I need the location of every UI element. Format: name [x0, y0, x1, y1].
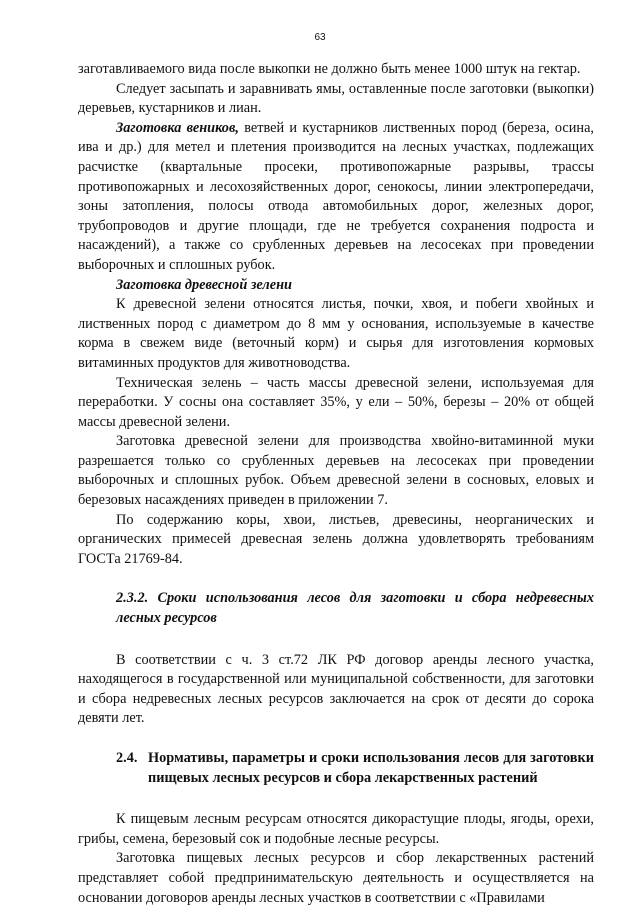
page-number: 63 [314, 32, 326, 43]
inline-heading: Заготовка веников, [116, 119, 239, 136]
subsection-heading [78, 276, 594, 296]
section-title: Сроки использования лесов для заготовки и сбора недревесных лесных ресурсов [116, 590, 595, 627]
paragraph [78, 119, 594, 276]
paragraph: К пищевым лесным ресурсам относятся дикорастущие плоды, ягоды, орехи, грибы, семена, березовый сок и подобные лесные ресурсы. [78, 811, 594, 847]
subsection-heading-text: Заготовка древесной зелени [116, 276, 292, 293]
section-heading-2-3-2 [78, 589, 594, 628]
paragraph: Следует засыпать и заравнивать ямы, оставленные после заготовки (выкопки) деревьев, кустарников и лиан. [78, 80, 594, 117]
paragraph-text: ветвей и кустарников лиственных пород (береза, осина, ива и др.) для метел и плетения производится на лесных участках, подлежащих расчистке (квартальные просеки, противопожарные разрывы, трассы противопожарных и лесохозяйственных дорог, сенокосы, линии электропередачи, зоны затопления, полосы отвода автомобильных дорог, железных дорог, трубопроводов и другие площади, где не требуется сохранения подроста и насаждений), а также со срубленных деревьев на лесосеках при проведении выборочных и сплошных рубок. [78, 119, 594, 273]
paragraph: К древесной зелени относятся листья, почки, хвоя, и побеги хвойных и лиственных пород с диаметром до 8 мм у основания, используемые в качестве корма в свежем виде (веточный корм) и сырья для изготовления кормовых витаминных продуктов для животноводства. [78, 296, 594, 371]
document-body [78, 60, 594, 908]
section-title: Нормативы, параметры и сроки использования лесов для заготовки пищевых лесных ресурсов и сбора лекарственных растений [148, 750, 594, 786]
section-number: 2.4. [116, 750, 138, 766]
section-number: 2.3.2. [116, 590, 149, 607]
section-heading-2-4 [78, 749, 594, 788]
paragraph: Заготовка пищевых лесных ресурсов и сбор лекарственных растений представляет собой предпринимательскую деятельность и осуществляется на основании договоров аренды лесных участков в соответствии с «Правилами [78, 850, 594, 906]
paragraph: По содержанию коры, хвои, листьев, древесины, неорганических и органических примесей древесная зелень должна удовлетворять требованиям ГОСТа 21769-84. [78, 511, 594, 567]
paragraph: Заготовка древесной зелени для производства хвойно-витаминной муки разрешается только со срубленных деревьев на лесосеках при проведении выборочных и сплошных рубок. Объем древесной зелени в сосновых, еловых и березовых насаждениях приведен в приложении 7. [78, 433, 594, 509]
paragraph: Техническая зелень – часть массы древесной зелени, используемая для переработки. У сосны она составляет 35%, у ели – 50%, березы – 20% от общей массы древесной зелени. [78, 374, 594, 430]
paragraph: В соответствии с ч. 3 ст.72 ЛК РФ договор аренды лесного участка, находящегося в государственной или муниципальной собственности, для заготовки и сбора недревесных лесных ресурсов заключается на срок от десяти до сорока девяти лет. [78, 651, 594, 727]
paragraph: заготавливаемого вида после выкопки не должно быть менее 1000 штук на гектар. [78, 61, 581, 77]
